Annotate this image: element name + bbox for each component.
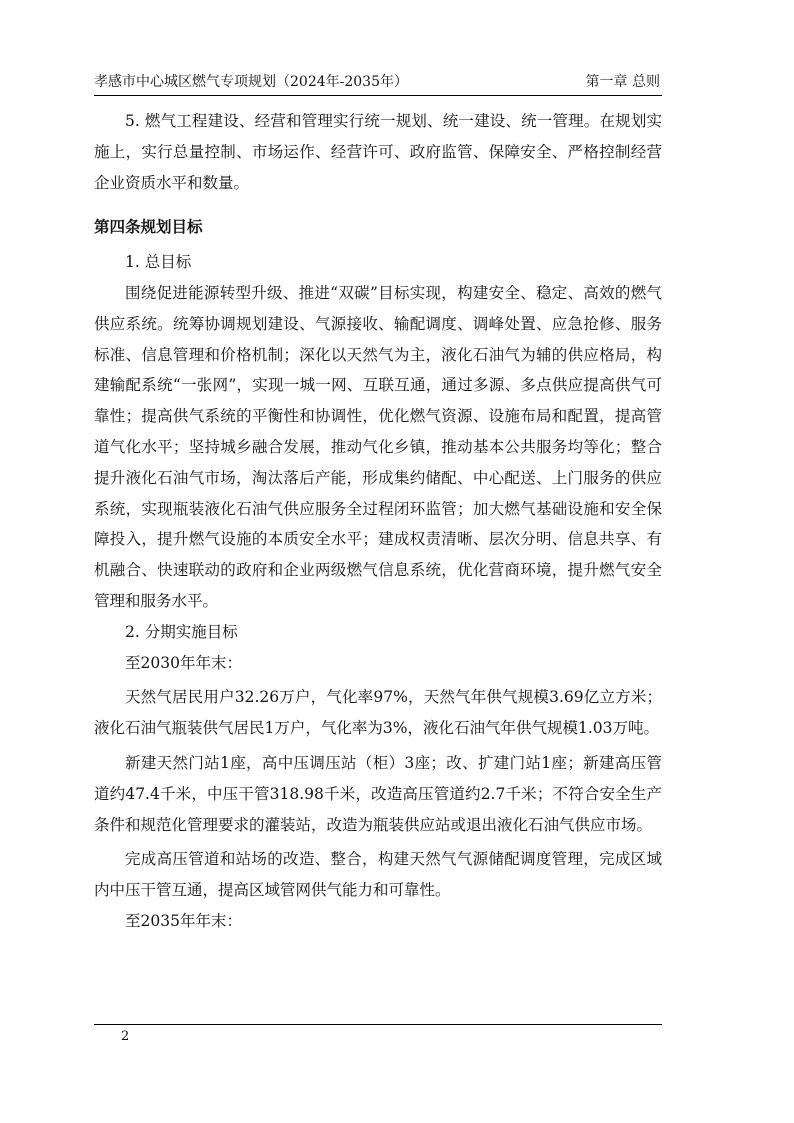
subheading-overall-goal: 1. 总目标 [125, 253, 192, 272]
header-divider [94, 95, 662, 96]
page-number: 2 [121, 1029, 130, 1044]
paragraph-2030-construction: 新建天然门站1座，高中压调压站（柜）3座；改、扩建门站1座；新建高压管道约47.4千米，中压干管318.98千米，改造高压管道约2.7千米；不符合安全生产条件和规范化管理要求的灌装站，改造为瓶装供应站或退出液化石油气供应市场。 [94, 753, 662, 834]
footer-divider [94, 1024, 662, 1025]
document-title: 孝感市中心城区燃气专项规划（2024年-2035年） [94, 74, 408, 90]
page-body [94, 106, 662, 937]
label-by-2035: 至2035年年末： [125, 911, 242, 930]
paragraph-2030-integration: 完成高压管道和站场的改造、整合，构建天然气气源储配调度管理，完成区域内中压干管互通，提高区域管网供气能力和可靠性。 [94, 850, 662, 900]
page-header [94, 70, 662, 94]
paragraph-2030-users: 天然气居民用户32.26万户，气化率97%，天然气年供气规模3.69亿立方米；液化石油气瓶装供气居民1万户，气化率为3%，液化石油气年供气规模1.03万吨。 [94, 688, 662, 738]
chapter-title: 第一章 总则 [585, 74, 660, 90]
subheading-phased-goals: 2. 分期实施目标 [125, 622, 238, 641]
label-by-2030: 至2030年年末： [125, 653, 242, 672]
article-heading: 第四条规划目标 [94, 218, 203, 237]
paragraph-overall-goal: 围绕促进能源转型升级、推进“双碳”目标实现，构建安全、稳定、高效的燃气供应系统。统筹协调规划建设、气源接收、输配调度、调峰处置、应急抢修、服务标准、信息管理和价格机制；深化以天然气为主，液化石油气为辅的供应格局，构建输配系统“一张网”，实现一城一网、互联互通，通过多源、多点供应提高供气可靠性；提高供气系统的平衡性和协调性，优化燃气资源、设施布局和配置，提高管道气化水平；坚持城乡融合发展，推动气化乡镇，推动基本公共服务均等化；整合提升液化石油气市场，淘汰落后产能，形成集约储配、中心配送、上门服务的供应系统，实现瓶装液化石油气供应服务全过程闭环监管；加大燃气基础设施和安全保障投入，提升燃气设施的本质安全水平；建成权责清晰、层次分明、信息共享、有机融合、快速联动的政府和企业两级燃气信息系统，优化营商环境，提升燃气安全管理和服务水平。 [94, 283, 662, 610]
paragraph-principle-5: 5. 燃气工程建设、经营和管理实行统一规划、统一建设、统一管理。在规划实施上，实行总量控制、市场运作、经营许可、政府监管、保障安全、严格控制经营企业资质水平和数量。 [94, 112, 662, 192]
